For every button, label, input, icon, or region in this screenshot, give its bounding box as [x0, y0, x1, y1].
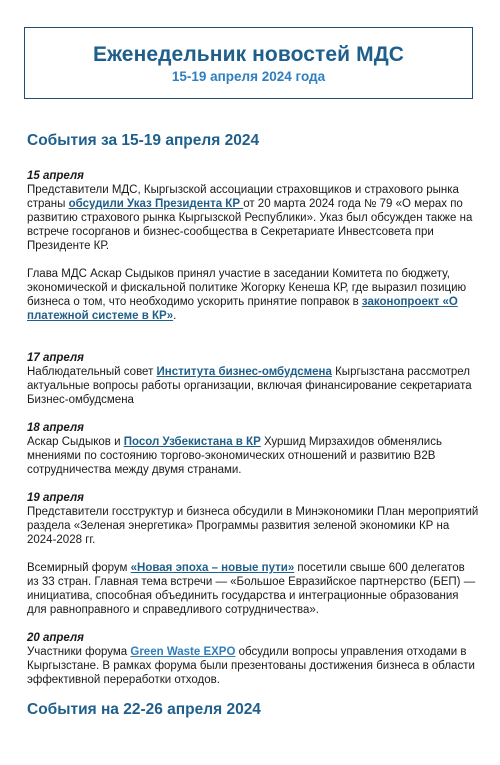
date-20-april: 20 апреля	[27, 632, 84, 644]
link-uzbek-ambassador[interactable]: Посол Узбекистана в КР	[123, 436, 261, 448]
newsletter-dates: 15-19 апреля 2024 года	[171, 69, 326, 84]
link-payment-law[interactable]: законопроект «О платежной системе в КР»	[27, 296, 458, 322]
news-paragraph: Наблюдательный совет Института бизнес-омбудсмена Кыргызстана рассмотрел актуальные вопросы работы организации, включая финансирование секретариата Бизнес-омбудсмена	[27, 366, 472, 406]
header-box	[24, 27, 473, 99]
date-19-april: 19 апреля	[27, 492, 84, 504]
date-18-april: 18 апреля	[27, 422, 84, 434]
content	[27, 132, 479, 719]
news-paragraph: Всемирный форум «Новая эпоха – новые пути» посетили свыше 600 делегатов из 33 стран. Главная тема встречи — «Большое Евразийское партнерство (БЕП) — инициатива, способная объединить государства и интеграционные образования для равноправного и справедливого сотрудничества».	[27, 562, 476, 616]
newsletter-title: Еженедельник новостей МДС	[92, 43, 405, 66]
link-president-decree[interactable]: обсудили Указ Президента КР	[68, 198, 244, 210]
news-paragraph: Аскар Сыдыков и Посол Узбекистана в КР Хуршид Мирзахидов обменялись мнениями по состоянию торгово-экономических отношений и развитию B2B сотрудничества между двумя странами.	[27, 436, 442, 476]
section-title-upcoming: События на 22-26 апреля 2024	[27, 701, 261, 718]
news-paragraph: Представители МДС, Кыргызской ассоциации страховщиков и страхового рынка страны обсудили Указ Президента КР от 20 марта 2024 года № 79 «О мерах по развитию страхового рынка Кыргызской Республики». Указ был обсужден также на встрече госорганов и бизнес-сообщества в Секретариате Инвестсовета при Президенте КР.	[27, 184, 473, 252]
date-15-april: 15 апреля	[27, 170, 84, 182]
link-green-waste-expo[interactable]: Green Waste EXPO	[130, 646, 236, 658]
link-ombudsman-institute[interactable]: Института бизнес-омбудсмена	[156, 366, 332, 378]
link-new-era-forum[interactable]: «Новая эпоха – новые пути»	[130, 562, 295, 574]
news-paragraph: Представители госструктур и бизнеса обсудили в Минэкономики План мероприятий раздела «Зеленая энергетика» Программы развития зеленой экономики КР на 2024-2028 гг.	[27, 506, 479, 546]
news-paragraph: Глава МДС Аскар Сыдыков принял участие в заседании Комитета по бюджету, экономической и фискальной политике Жогорку Кенеша КР, где выразил позицию бизнеса о том, что необходимо ускорить принятие поправок в законопроект «О платежной системе в КР».	[27, 268, 467, 322]
date-17-april: 17 апреля	[27, 352, 84, 364]
section-title-past: События за 15-19 апреля 2024	[27, 132, 260, 149]
news-paragraph: Участники форума Green Waste EXPO обсудили вопросы управления отходами в Кыргызстане. В рамках форума были презентованы достижения бизнеса в области эффективной переработки отходов.	[27, 646, 475, 686]
